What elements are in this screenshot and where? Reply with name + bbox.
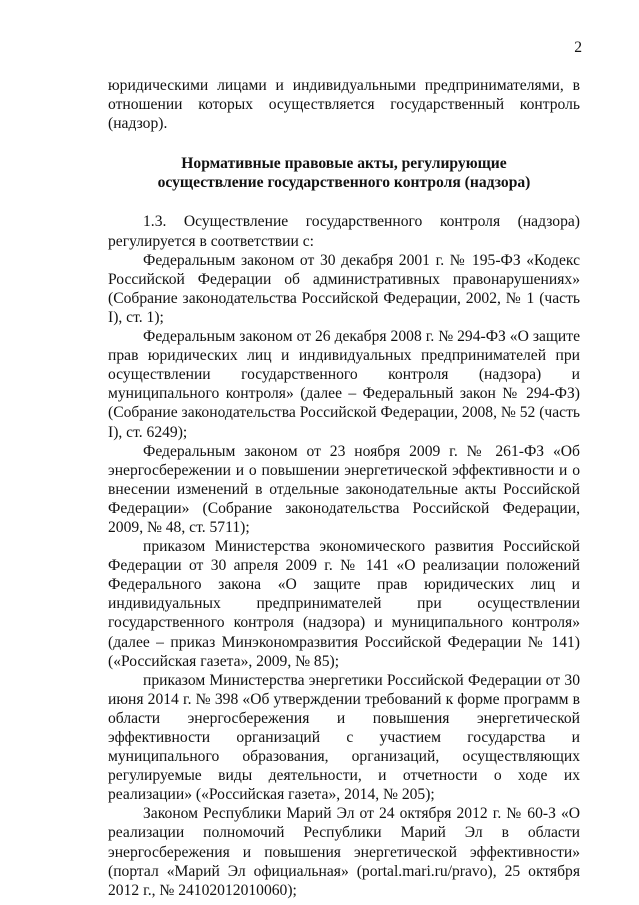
paragraph-261-fz: Федеральным законом от 23 ноября 2009 г. № 261-ФЗ «Об энергосбережении и о повышении энергетической эффективности и о внесении изменений в отдельные законодательные акты Российской Федерации» (Собрание законодательства Российской Федерации, 2009, № 48, ст. 5711); [108, 442, 580, 536]
spacer [108, 133, 580, 155]
paragraph-order-398: приказом Министерства энергетики Российской Федерации от 30 июня 2014 г. № 398 «Об утверждении требований к форме программ в области энергосбережения и повышения энергетической эффективности организаций с участием государства и муниципального образования, организаций, осуществляющих регулируемые виды деятельности, и отчетности о ходе их реализации» («Российская газета», 2014, № 205); [108, 671, 580, 804]
paragraph-1-3: 1.3. Осуществление государственного контроля (надзора) регулируется в соответствии с: [108, 213, 580, 250]
section-heading [108, 155, 580, 192]
spacer [108, 192, 580, 212]
paragraph-koap: Федеральным законом от 30 декабря 2001 г. № 195-ФЗ «Кодекс Российской Федерации об административных правонарушениях» (Собрание законодательства Российской Федерации, 2002, № 1 (часть I), ст. 1); [108, 251, 580, 326]
document-body [108, 76, 580, 900]
intro-paragraph: юридическими лицами и индивидуальными предпринимателями, в отношении которых осуществляется государственный контроль (надзор). [108, 77, 580, 133]
paragraph-order-141: приказом Министерства экономического развития Российской Федерации от 30 апреля 2009 г. № 141 «О реализации положений Федерального закона «О защите прав юридических лиц и индивидуальных предпринимателей при осуществлении государственного контроля (надзора) и муниципального контроля» (далее – приказ Минэкономразвития Российской Федерации № 141) («Российская газета», 2009, № 85); [108, 538, 580, 670]
paragraph-294-fz: Федеральным законом от 26 декабря 2008 г. № 294-ФЗ «О защите прав юридических лиц и индивидуальных предпринимателей при осуществлении государственного контроля (надзора) и муниципального контроля» (далее – Федеральный закон № 294-ФЗ) (Собрание законодательства Российской Федерации, 2008, № 52 (часть I), ст. 6249); [108, 328, 580, 441]
section-heading-line-2: осуществление государственного контроля (надзора) [157, 173, 531, 191]
paragraph-law-60-z: Законом Республики Марий Эл от 24 октября 2012 г. № 60-З «О реализации полномочий Республики Марий Эл в области энергосбережения и повышения энергетической эффективности» (портал «Марий Эл официальная» (portal.mari.ru/pravo), 25 октября 2012 г., № 24102012010060); [108, 805, 580, 899]
section-heading-line-1: Нормативные правовые акты, регулирующие [181, 155, 507, 173]
page-number: 2 [574, 39, 582, 56]
